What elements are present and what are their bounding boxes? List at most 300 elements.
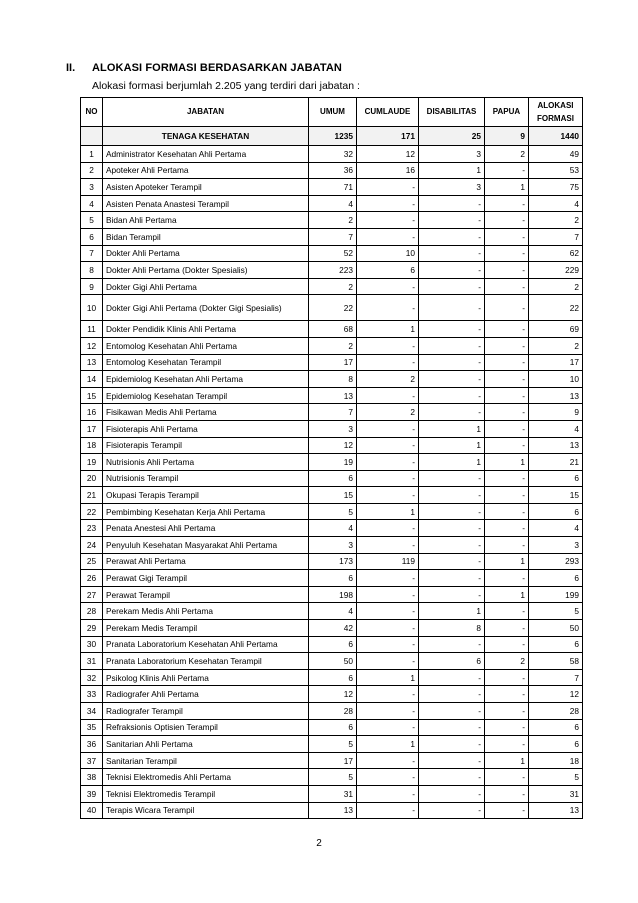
subtotal-papua: 9: [485, 127, 529, 146]
table-row: [81, 162, 583, 179]
cell-cumlaude: -: [357, 586, 419, 603]
cell-cumlaude: -: [357, 420, 419, 437]
cell-jabatan: Refraksionis Optisien Terampil: [103, 719, 309, 736]
cell-cumlaude: -: [357, 470, 419, 487]
cell-jabatan: Perekam Medis Ahli Pertama: [103, 603, 309, 620]
cell-papua: 1: [485, 553, 529, 570]
table-row: [81, 653, 583, 670]
cell-cumlaude: 119: [357, 553, 419, 570]
cell-disabilitas: -: [419, 769, 485, 786]
cell-no: 10: [81, 295, 103, 321]
cell-alokasi: 5: [529, 603, 583, 620]
cell-umum: 6: [309, 719, 357, 736]
cell-disabilitas: -: [419, 537, 485, 554]
cell-alokasi: 6: [529, 470, 583, 487]
cell-papua: -: [485, 603, 529, 620]
table-row: [81, 520, 583, 537]
cell-disabilitas: -: [419, 487, 485, 504]
cell-no: 18: [81, 437, 103, 454]
cell-no: 29: [81, 620, 103, 637]
cell-jabatan: Entomolog Kesehatan Ahli Pertama: [103, 337, 309, 354]
cell-papua: -: [485, 162, 529, 179]
cell-jabatan: Fisioterapis Terampil: [103, 437, 309, 454]
cell-alokasi: 4: [529, 195, 583, 212]
cell-cumlaude: -: [357, 785, 419, 802]
cell-cumlaude: -: [357, 295, 419, 321]
cell-no: 7: [81, 245, 103, 262]
cell-cumlaude: 1: [357, 669, 419, 686]
cell-papua: -: [485, 354, 529, 371]
cell-no: 23: [81, 520, 103, 537]
cell-alokasi: 69: [529, 321, 583, 338]
cell-alokasi: 50: [529, 620, 583, 637]
cell-papua: -: [485, 195, 529, 212]
cell-no: 28: [81, 603, 103, 620]
cell-disabilitas: -: [419, 553, 485, 570]
cell-alokasi: 199: [529, 586, 583, 603]
cell-jabatan: Radiografer Ahli Pertama: [103, 686, 309, 703]
table-row: [81, 387, 583, 404]
cell-cumlaude: -: [357, 454, 419, 471]
cell-alokasi: 2: [529, 337, 583, 354]
cell-alokasi: 49: [529, 146, 583, 163]
cell-no: 11: [81, 321, 103, 338]
cell-umum: 36: [309, 162, 357, 179]
cell-jabatan: Bidan Terampil: [103, 228, 309, 245]
cell-papua: -: [485, 686, 529, 703]
table-row: [81, 802, 583, 819]
cell-no: 15: [81, 387, 103, 404]
cell-jabatan: Administrator Kesehatan Ahli Pertama: [103, 146, 309, 163]
cell-umum: 31: [309, 785, 357, 802]
cell-disabilitas: -: [419, 387, 485, 404]
table-row: [81, 620, 583, 637]
cell-jabatan: Dokter Pendidik Klinis Ahli Pertama: [103, 321, 309, 338]
cell-alokasi: 10: [529, 371, 583, 388]
cell-umum: 12: [309, 686, 357, 703]
cell-papua: -: [485, 719, 529, 736]
cell-umum: 13: [309, 387, 357, 404]
cell-umum: 223: [309, 262, 357, 279]
cell-disabilitas: -: [419, 245, 485, 262]
cell-umum: 4: [309, 520, 357, 537]
cell-jabatan: Teknisi Elektromedis Terampil: [103, 785, 309, 802]
subtotal-cumlaude: 171: [357, 127, 419, 146]
cell-cumlaude: -: [357, 653, 419, 670]
cell-jabatan: Nutrisionis Terampil: [103, 470, 309, 487]
cell-papua: -: [485, 769, 529, 786]
cell-umum: 19: [309, 454, 357, 471]
cell-disabilitas: -: [419, 520, 485, 537]
cell-disabilitas: 3: [419, 179, 485, 196]
cell-papua: -: [485, 669, 529, 686]
cell-disabilitas: -: [419, 212, 485, 229]
cell-umum: 32: [309, 146, 357, 163]
cell-alokasi: 6: [529, 636, 583, 653]
cell-disabilitas: -: [419, 802, 485, 819]
cell-cumlaude: 12: [357, 146, 419, 163]
cell-disabilitas: -: [419, 719, 485, 736]
header-no: NO: [81, 98, 103, 127]
cell-papua: -: [485, 212, 529, 229]
formasi-table: [80, 97, 583, 819]
cell-jabatan: Fisikawan Medis Ahli Pertama: [103, 404, 309, 421]
table-row: [81, 570, 583, 587]
cell-papua: -: [485, 736, 529, 753]
table-row: [81, 752, 583, 769]
cell-papua: -: [485, 278, 529, 295]
cell-alokasi: 6: [529, 736, 583, 753]
cell-disabilitas: -: [419, 262, 485, 279]
cell-no: 5: [81, 212, 103, 229]
cell-alokasi: 6: [529, 570, 583, 587]
table-row: [81, 785, 583, 802]
cell-umum: 6: [309, 669, 357, 686]
cell-no: 40: [81, 802, 103, 819]
cell-umum: 5: [309, 503, 357, 520]
cell-papua: -: [485, 703, 529, 720]
cell-disabilitas: 6: [419, 653, 485, 670]
cell-papua: -: [485, 437, 529, 454]
cell-cumlaude: -: [357, 603, 419, 620]
cell-jabatan: Nutrisionis Ahli Pertama: [103, 454, 309, 471]
cell-jabatan: Asisten Penata Anastesi Terampil: [103, 195, 309, 212]
cell-umum: 15: [309, 487, 357, 504]
cell-jabatan: Perekam Medis Terampil: [103, 620, 309, 637]
cell-no: 33: [81, 686, 103, 703]
cell-papua: -: [485, 470, 529, 487]
cell-jabatan: Asisten Apoteker Terampil: [103, 179, 309, 196]
cell-umum: 13: [309, 802, 357, 819]
cell-disabilitas: -: [419, 228, 485, 245]
cell-no: 20: [81, 470, 103, 487]
cell-cumlaude: -: [357, 278, 419, 295]
cell-no: 30: [81, 636, 103, 653]
cell-umum: 12: [309, 437, 357, 454]
cell-disabilitas: -: [419, 752, 485, 769]
cell-umum: 8: [309, 371, 357, 388]
table-row: [81, 636, 583, 653]
cell-no: 21: [81, 487, 103, 504]
table-row: [81, 228, 583, 245]
cell-no: 24: [81, 537, 103, 554]
cell-umum: 50: [309, 653, 357, 670]
cell-no: 1: [81, 146, 103, 163]
cell-jabatan: Perawat Terampil: [103, 586, 309, 603]
cell-cumlaude: -: [357, 228, 419, 245]
section-title: ALOKASI FORMASI BERDASARKAN JABATAN: [92, 62, 342, 74]
cell-papua: 1: [485, 454, 529, 471]
cell-no: 17: [81, 420, 103, 437]
table-row: [81, 454, 583, 471]
cell-umum: 5: [309, 736, 357, 753]
cell-cumlaude: -: [357, 537, 419, 554]
cell-umum: 7: [309, 404, 357, 421]
cell-cumlaude: -: [357, 437, 419, 454]
cell-no: 34: [81, 703, 103, 720]
cell-cumlaude: 2: [357, 404, 419, 421]
subtotal-umum: 1235: [309, 127, 357, 146]
cell-umum: 4: [309, 603, 357, 620]
cell-jabatan: Pranata Laboratorium Kesehatan Terampil: [103, 653, 309, 670]
cell-no: 9: [81, 278, 103, 295]
cell-umum: 7: [309, 228, 357, 245]
cell-disabilitas: -: [419, 736, 485, 753]
table-row: [81, 146, 583, 163]
cell-no: 32: [81, 669, 103, 686]
cell-disabilitas: -: [419, 785, 485, 802]
table-row: [81, 437, 583, 454]
cell-no: 35: [81, 719, 103, 736]
cell-cumlaude: -: [357, 570, 419, 587]
cell-papua: -: [485, 337, 529, 354]
cell-papua: -: [485, 228, 529, 245]
cell-papua: -: [485, 570, 529, 587]
table-row: [81, 295, 583, 321]
cell-no: 16: [81, 404, 103, 421]
cell-alokasi: 22: [529, 295, 583, 321]
cell-cumlaude: 6: [357, 262, 419, 279]
table-row: [81, 262, 583, 279]
cell-cumlaude: -: [357, 686, 419, 703]
cell-papua: -: [485, 487, 529, 504]
cell-disabilitas: -: [419, 470, 485, 487]
cell-disabilitas: -: [419, 295, 485, 321]
cell-jabatan: Perawat Gigi Terampil: [103, 570, 309, 587]
cell-papua: -: [485, 245, 529, 262]
table-row: [81, 537, 583, 554]
cell-alokasi: 9: [529, 404, 583, 421]
cell-jabatan: Radiografer Terampil: [103, 703, 309, 720]
cell-jabatan: Penyuluh Kesehatan Masyarakat Ahli Pertama: [103, 537, 309, 554]
cell-alokasi: 28: [529, 703, 583, 720]
cell-jabatan: Epidemiolog Kesehatan Ahli Pertama: [103, 371, 309, 388]
cell-disabilitas: 1: [419, 603, 485, 620]
cell-jabatan: Dokter Ahli Pertama (Dokter Spesialis): [103, 262, 309, 279]
cell-jabatan: Psikolog Klinis Ahli Pertama: [103, 669, 309, 686]
cell-disabilitas: -: [419, 337, 485, 354]
cell-papua: -: [485, 785, 529, 802]
cell-umum: 3: [309, 537, 357, 554]
cell-no: 8: [81, 262, 103, 279]
cell-no: 12: [81, 337, 103, 354]
cell-disabilitas: -: [419, 371, 485, 388]
subtotal-row: [81, 127, 583, 146]
cell-no: 31: [81, 653, 103, 670]
cell-alokasi: 18: [529, 752, 583, 769]
cell-alokasi: 2: [529, 278, 583, 295]
cell-papua: 1: [485, 586, 529, 603]
table-row: [81, 669, 583, 686]
cell-jabatan: Fisioterapis Ahli Pertama: [103, 420, 309, 437]
cell-disabilitas: -: [419, 503, 485, 520]
subtotal-no: [81, 127, 103, 146]
table-row: [81, 703, 583, 720]
cell-umum: 6: [309, 470, 357, 487]
table-row: [81, 503, 583, 520]
cell-alokasi: 3: [529, 537, 583, 554]
cell-no: 36: [81, 736, 103, 753]
cell-jabatan: Pembimbing Kesehatan Kerja Ahli Pertama: [103, 503, 309, 520]
cell-papua: -: [485, 537, 529, 554]
cell-no: 26: [81, 570, 103, 587]
header-alokasi-line2: FORMASI: [537, 114, 574, 123]
cell-alokasi: 62: [529, 245, 583, 262]
cell-umum: 22: [309, 295, 357, 321]
cell-umum: 6: [309, 570, 357, 587]
table-row: [81, 354, 583, 371]
cell-alokasi: 6: [529, 719, 583, 736]
cell-umum: 2: [309, 212, 357, 229]
cell-umum: 68: [309, 321, 357, 338]
cell-papua: -: [485, 295, 529, 321]
cell-umum: 6: [309, 636, 357, 653]
header-disabilitas: DISABILITAS: [419, 98, 485, 127]
header-papua: PAPUA: [485, 98, 529, 127]
cell-jabatan: Sanitarian Terampil: [103, 752, 309, 769]
cell-papua: -: [485, 262, 529, 279]
cell-disabilitas: -: [419, 570, 485, 587]
cell-alokasi: 7: [529, 669, 583, 686]
cell-papua: -: [485, 802, 529, 819]
header-alokasi-formasi: [529, 98, 583, 127]
cell-jabatan: Dokter Ahli Pertama: [103, 245, 309, 262]
cell-no: 25: [81, 553, 103, 570]
cell-cumlaude: -: [357, 620, 419, 637]
cell-no: 19: [81, 454, 103, 471]
cell-umum: 198: [309, 586, 357, 603]
cell-disabilitas: 1: [419, 420, 485, 437]
cell-jabatan: Teknisi Elektromedis Ahli Pertama: [103, 769, 309, 786]
cell-alokasi: 13: [529, 437, 583, 454]
header-alokasi-line1: ALOKASI: [537, 101, 574, 110]
table-row: [81, 487, 583, 504]
table-row: [81, 420, 583, 437]
table-row: [81, 404, 583, 421]
cell-umum: 173: [309, 553, 357, 570]
cell-cumlaude: -: [357, 487, 419, 504]
cell-cumlaude: -: [357, 195, 419, 212]
cell-alokasi: 58: [529, 653, 583, 670]
cell-cumlaude: 2: [357, 371, 419, 388]
cell-umum: 5: [309, 769, 357, 786]
cell-papua: 1: [485, 179, 529, 196]
cell-no: 13: [81, 354, 103, 371]
table-row: [81, 179, 583, 196]
cell-umum: 2: [309, 337, 357, 354]
cell-disabilitas: -: [419, 586, 485, 603]
cell-papua: -: [485, 620, 529, 637]
header-jabatan: JABATAN: [103, 98, 309, 127]
cell-alokasi: 15: [529, 487, 583, 504]
cell-no: 4: [81, 195, 103, 212]
cell-disabilitas: 1: [419, 454, 485, 471]
cell-jabatan: Entomolog Kesehatan Terampil: [103, 354, 309, 371]
cell-jabatan: Sanitarian Ahli Pertama: [103, 736, 309, 753]
table-row: [81, 603, 583, 620]
cell-papua: 2: [485, 146, 529, 163]
cell-cumlaude: 1: [357, 503, 419, 520]
cell-no: 6: [81, 228, 103, 245]
cell-umum: 42: [309, 620, 357, 637]
cell-no: 39: [81, 785, 103, 802]
cell-jabatan: Bidan Ahli Pertama: [103, 212, 309, 229]
cell-cumlaude: 1: [357, 736, 419, 753]
cell-papua: -: [485, 371, 529, 388]
table-row: [81, 553, 583, 570]
intro-text: Alokasi formasi berjumlah 2.205 yang terdiri dari jabatan :: [92, 80, 360, 92]
cell-cumlaude: -: [357, 337, 419, 354]
cell-alokasi: 7: [529, 228, 583, 245]
cell-disabilitas: -: [419, 669, 485, 686]
cell-no: 22: [81, 503, 103, 520]
cell-disabilitas: -: [419, 278, 485, 295]
cell-alokasi: 21: [529, 454, 583, 471]
table-row: [81, 212, 583, 229]
cell-cumlaude: -: [357, 179, 419, 196]
table-row: [81, 337, 583, 354]
cell-jabatan: Terapis Wicara Terampil: [103, 802, 309, 819]
cell-alokasi: 31: [529, 785, 583, 802]
cell-cumlaude: -: [357, 387, 419, 404]
cell-papua: -: [485, 404, 529, 421]
page-number: 2: [316, 838, 322, 849]
cell-disabilitas: -: [419, 636, 485, 653]
cell-alokasi: 75: [529, 179, 583, 196]
table-row: [81, 321, 583, 338]
cell-umum: 2: [309, 278, 357, 295]
cell-disabilitas: -: [419, 686, 485, 703]
cell-alokasi: 13: [529, 387, 583, 404]
cell-alokasi: 4: [529, 520, 583, 537]
cell-cumlaude: -: [357, 212, 419, 229]
cell-jabatan: Dokter Gigi Ahli Pertama: [103, 278, 309, 295]
cell-no: 3: [81, 179, 103, 196]
cell-jabatan: Dokter Gigi Ahli Pertama (Dokter Gigi Spesialis): [103, 295, 309, 321]
cell-cumlaude: -: [357, 703, 419, 720]
cell-cumlaude: 16: [357, 162, 419, 179]
cell-jabatan: Okupasi Terapis Terampil: [103, 487, 309, 504]
cell-no: 37: [81, 752, 103, 769]
header-cumlaude: CUMLAUDE: [357, 98, 419, 127]
cell-alokasi: 4: [529, 420, 583, 437]
cell-alokasi: 53: [529, 162, 583, 179]
cell-no: 14: [81, 371, 103, 388]
cell-disabilitas: -: [419, 321, 485, 338]
table-row: [81, 195, 583, 212]
cell-jabatan: Pranata Laboratorium Kesehatan Ahli Pertama: [103, 636, 309, 653]
cell-disabilitas: -: [419, 404, 485, 421]
header-umum: UMUM: [309, 98, 357, 127]
cell-alokasi: 13: [529, 802, 583, 819]
table-row: [81, 278, 583, 295]
subtotal-label: TENAGA KESEHATAN: [103, 127, 309, 146]
cell-disabilitas: -: [419, 195, 485, 212]
cell-papua: -: [485, 503, 529, 520]
table-row: [81, 371, 583, 388]
table-row: [81, 686, 583, 703]
cell-papua: -: [485, 321, 529, 338]
cell-umum: 17: [309, 354, 357, 371]
cell-disabilitas: 1: [419, 162, 485, 179]
cell-papua: -: [485, 420, 529, 437]
cell-alokasi: 293: [529, 553, 583, 570]
cell-alokasi: 12: [529, 686, 583, 703]
table-header-row: [81, 98, 583, 127]
cell-disabilitas: 1: [419, 437, 485, 454]
table-row: [81, 719, 583, 736]
cell-jabatan: Penata Anestesi Ahli Pertama: [103, 520, 309, 537]
